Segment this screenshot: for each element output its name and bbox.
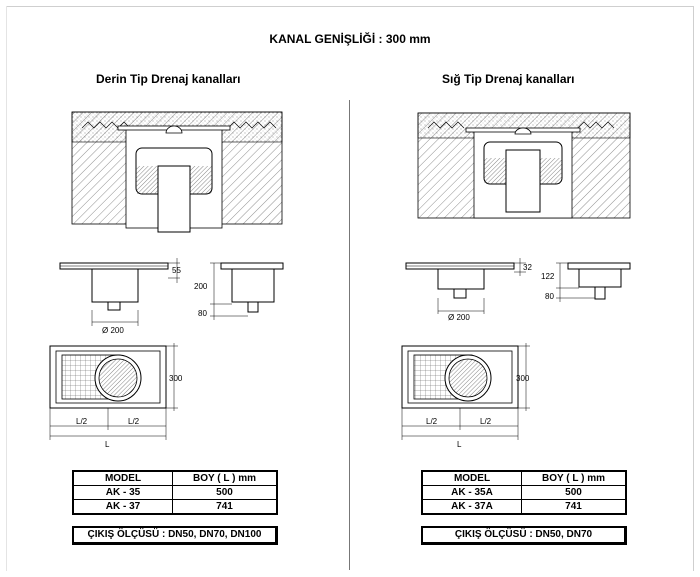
left-outlet-pipe <box>158 166 190 232</box>
table-cell-length: 500 <box>522 486 627 500</box>
left-diameter-label: Ø 200 <box>102 326 124 335</box>
right-outlet-size: ÇIKIŞ ÖLÇÜSÜ : DN50, DN70 <box>421 526 627 545</box>
right-plan-view <box>402 343 530 449</box>
left-side-elevation <box>194 263 283 320</box>
right-side-height-label: 32 <box>523 263 532 272</box>
right-half-length-2: L/2 <box>480 417 492 426</box>
left-offset-label: 80 <box>198 309 207 318</box>
table-header-row <box>422 471 626 486</box>
left-width-label: 300 <box>169 374 183 383</box>
right-spec-table <box>421 470 627 515</box>
table-header-row <box>73 471 277 486</box>
table-cell-model: AK - 35 <box>73 486 173 500</box>
left-half-length-2: L/2 <box>128 417 140 426</box>
table-cell-length: 741 <box>173 500 278 515</box>
table-header-model: MODEL <box>73 471 173 486</box>
left-section-title: Derin Tip Drenaj kanalları <box>96 72 241 86</box>
right-diameter-label: Ø 200 <box>448 313 470 322</box>
table-row <box>73 500 277 515</box>
left-plan-view <box>50 343 183 449</box>
left-outlet-size: ÇIKIŞ ÖLÇÜSÜ : DN50, DN70, DN100 <box>72 526 278 545</box>
right-offset-label: 80 <box>545 292 554 301</box>
table-cell-model: AK - 37A <box>422 500 522 515</box>
left-section-view <box>72 112 282 232</box>
table-cell-model: AK - 35A <box>422 486 522 500</box>
left-front-elevation <box>60 258 181 335</box>
left-side-height-label: 55 <box>172 266 181 275</box>
right-plan-outlet <box>449 359 487 397</box>
table-row <box>422 500 626 515</box>
table-header-length: BOY ( L ) mm <box>522 471 627 486</box>
left-depth-label: 200 <box>194 282 208 291</box>
right-length-label: L <box>457 440 462 449</box>
table-header-length: BOY ( L ) mm <box>173 471 278 486</box>
left-plan-outlet <box>99 359 137 397</box>
left-length-label: L <box>105 440 110 449</box>
page-title: KANAL GENİŞLİĞİ : 300 mm <box>269 32 431 46</box>
table-row <box>422 486 626 500</box>
right-front-elevation <box>406 258 532 322</box>
left-spec-table <box>72 470 278 515</box>
right-side-elevation <box>541 263 630 302</box>
right-section-title: Sığ Tip Drenaj kanalları <box>442 72 575 86</box>
right-width-label: 300 <box>516 374 530 383</box>
table-cell-length: 741 <box>522 500 627 515</box>
table-row <box>73 486 277 500</box>
right-section-view <box>418 113 630 218</box>
table-cell-length: 500 <box>173 486 278 500</box>
table-header-model: MODEL <box>422 471 522 486</box>
left-half-length-1: L/2 <box>76 417 88 426</box>
right-half-length-1: L/2 <box>426 417 438 426</box>
table-cell-model: AK - 37 <box>73 500 173 515</box>
right-outlet-pipe <box>506 150 540 212</box>
right-depth-label: 122 <box>541 272 555 281</box>
